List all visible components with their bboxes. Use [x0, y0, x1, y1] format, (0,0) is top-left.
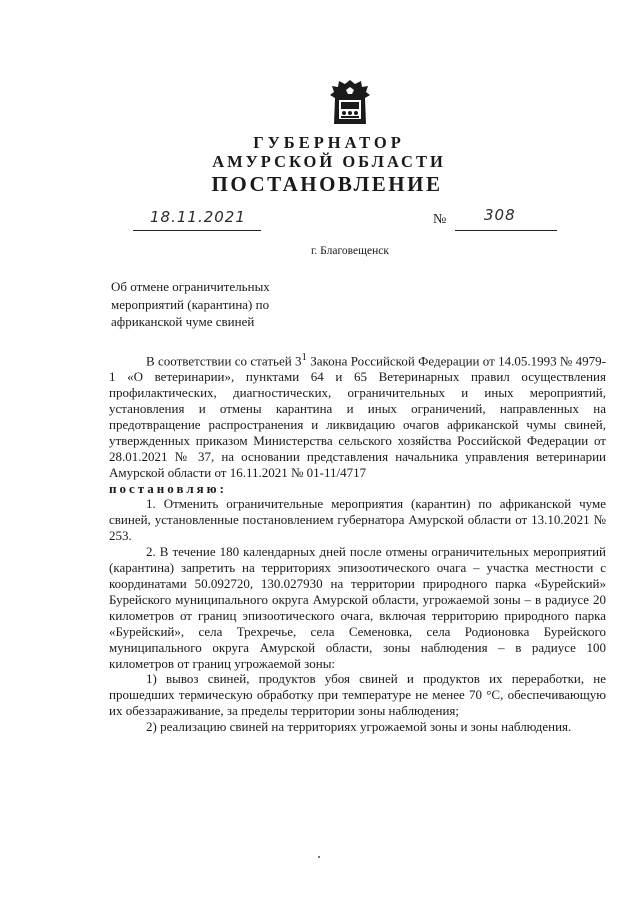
- preamble-paragraph: [109, 350, 606, 481]
- date-underline: [133, 230, 261, 231]
- region-heading: АМУРСКОЙ ОБЛАСТИ: [212, 152, 446, 171]
- decree-word: постановляю:: [109, 480, 227, 496]
- subclause-2-1: 1) вывоз свиней, продуктов убоя свиней и продуктов их переработки, не прошедших термическую обработку при температуре не менее 70 °С, обеспечивающую их обеззараживание, за пределы территории зоны наблюдения;: [109, 671, 606, 719]
- subclause-2-2: 2) реализацию свиней на территориях угрожаемой зоны и зоны наблюдения.: [146, 719, 572, 735]
- document-type-heading: ПОСТАНОВЛЕНИЕ: [211, 172, 443, 196]
- coat-of-arms-emblem: [328, 78, 372, 128]
- preamble-text-rest: Закона Российской Федерации от 14.05.1993 № 4979-1 «О ветеринарии», пунктами 64 и 65 Ветеринарных правил осуществления профилактических, диагностических, ограничительных и иных мероприятий, установления и отмены карантина и иных ограничений, направленных на предотвращение распространения и ликвидацию очагов африканской чумы свиней, утвержденных приказом Министерства сельского хозяйства Российской Федерации от 28.01.2021 № 37, на основании представления начальника управления ветеринарии Амурской области от 16.11.2021 № 01-11/4717: [109, 353, 607, 480]
- document-number: 308: [484, 206, 516, 224]
- governor-heading: ГУБЕРНАТОР: [253, 133, 405, 152]
- number-underline: [455, 230, 557, 231]
- article-superscript: 1: [301, 351, 307, 363]
- document-body: [109, 350, 606, 735]
- scan-speck: [318, 856, 320, 858]
- number-sign: №: [433, 212, 447, 227]
- document-subject: Об отмене ограничительных мероприятий (карантина) по африканской чуме свиней: [111, 279, 270, 329]
- clause-2: 2. В течение 180 календарных дней после отмены ограничительных мероприятий (карантина) запретить на территориях эпизоотического очага – участка местности с координатами 50.092720, 130.027930 на территории природного парка «Бурейский» Бурейского муниципального округа Амурской области, угрожаемой зоны – в радиусе 20 километров от границ эпизоотического очага, включая территорию природного парка «Бурейский», села Трехречье, села Семеновка, села Родионовка Бурейского муниципального округа Амурской области, зоны наблюдения – в радиусе 100 километров от границ угрожаемой зоны:: [109, 544, 606, 671]
- clause-1: 1. Отменить ограничительные мероприятия (карантин) по африканской чуме свиней, установленные постановлением губернатора Амурской области от 13.10.2021 № 253.: [109, 496, 606, 544]
- city-label: г. Благовещенск: [311, 245, 389, 257]
- preamble-text-start: В соответствии со статьей 3: [146, 353, 302, 369]
- document-date: 18.11.2021: [150, 208, 246, 226]
